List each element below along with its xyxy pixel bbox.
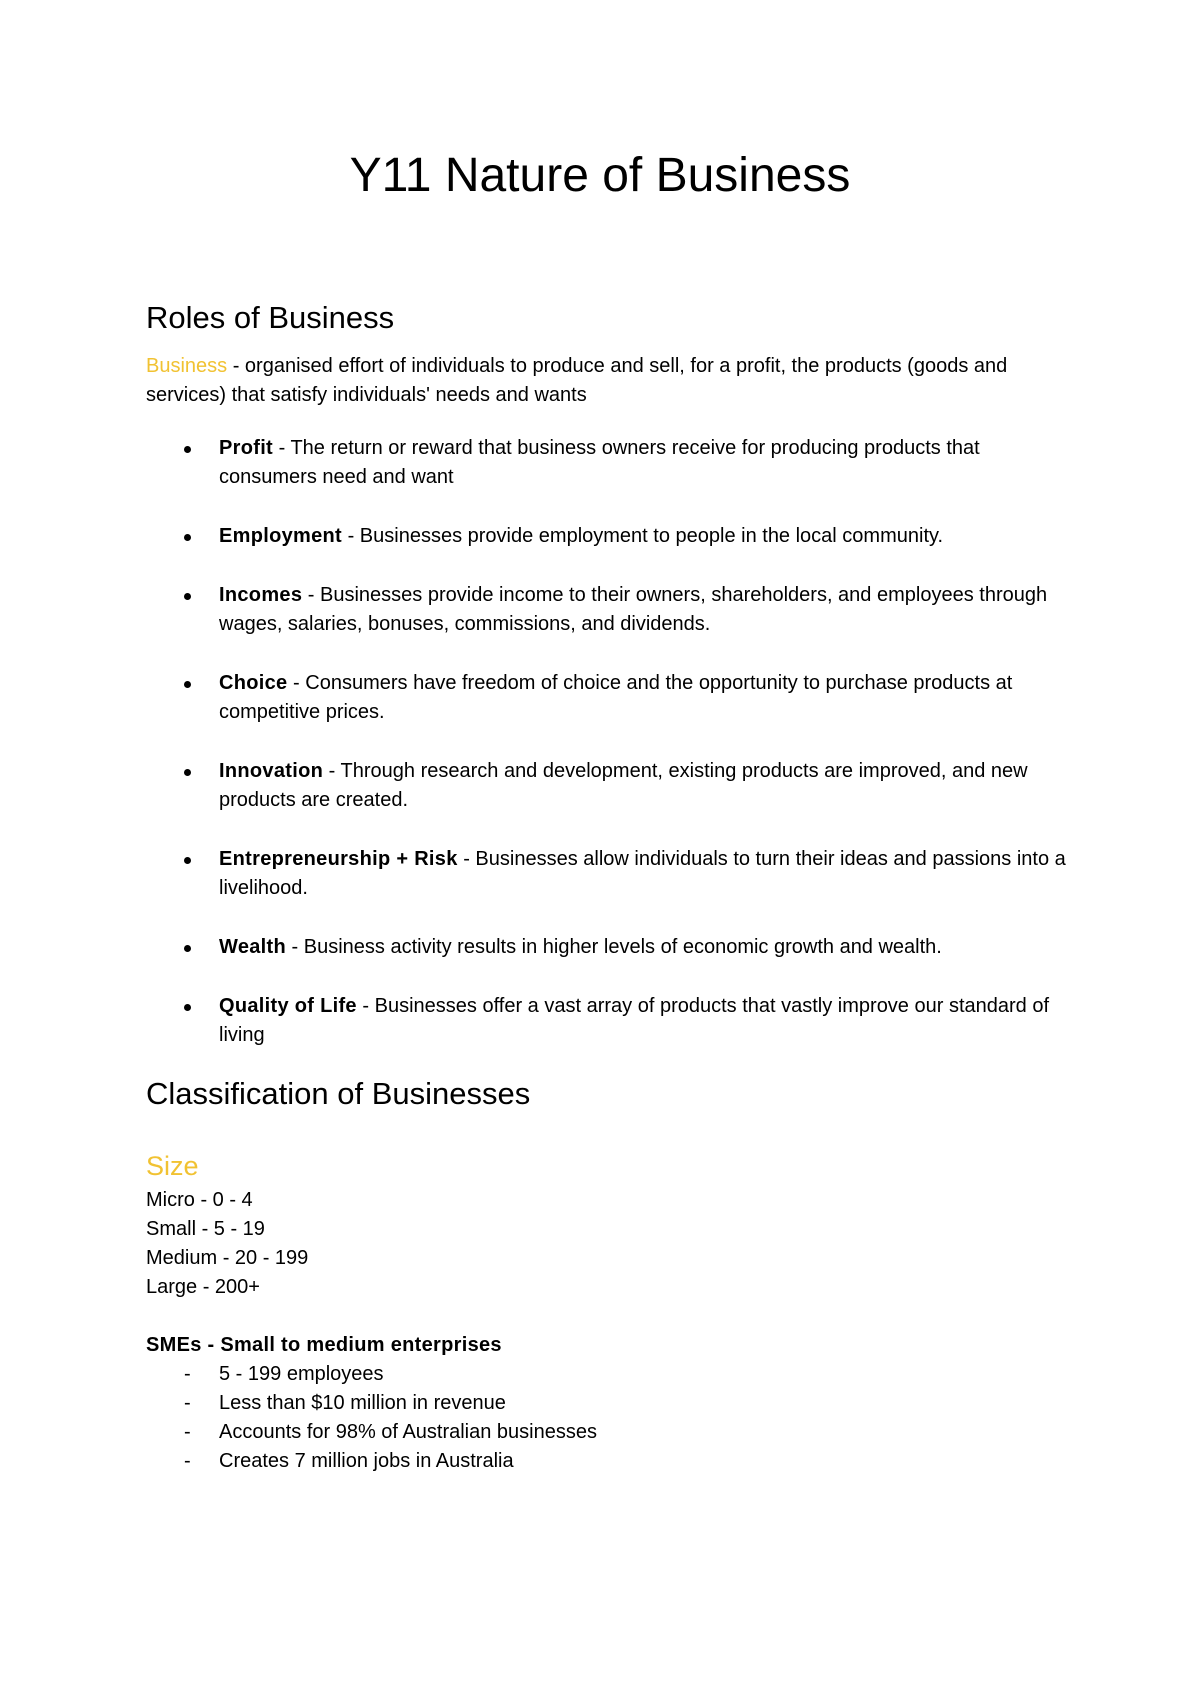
size-item: Small - 5 - 19 (146, 1218, 265, 1240)
list-item (146, 1418, 1066, 1447)
classification-section (146, 1074, 1066, 1476)
document-content (146, 298, 1066, 1476)
item-term: Profit (219, 437, 274, 459)
item-term: Quality of Life (219, 995, 357, 1017)
smes-list (146, 1360, 1066, 1476)
list-item (146, 1389, 1066, 1418)
item-text: - Businesses provide income to their owners, shareholders, and employees through wages, salaries, bonuses, commissions, and dividends. (219, 584, 1048, 635)
item-term: Incomes (219, 584, 303, 606)
roles-heading: Roles of Business (146, 300, 395, 335)
item-term: Entrepreneurship + Risk (219, 848, 458, 870)
bullet-icon (184, 857, 191, 864)
list-item (146, 933, 1066, 962)
bullet-icon (184, 534, 191, 541)
bullet-icon (184, 593, 191, 600)
item-text: - Business activity results in higher levels of economic growth and wealth. (286, 936, 942, 958)
smes-item-text: Accounts for 98% of Australian businesses (219, 1421, 597, 1443)
size-item: Large - 200+ (146, 1276, 260, 1298)
item-term: Choice (219, 672, 288, 694)
roles-list (146, 434, 1066, 1050)
list-item (146, 845, 1066, 903)
size-list (146, 1186, 1066, 1302)
list-item (146, 434, 1066, 492)
bullet-icon (184, 446, 191, 453)
business-definition (146, 352, 1066, 410)
size-item: Micro - 0 - 4 (146, 1189, 253, 1211)
item-text: - Businesses offer a vast array of products that vastly improve our standard of living (219, 995, 1050, 1046)
item-text: - Businesses allow individuals to turn their ideas and passions into a livelihood. (219, 848, 1066, 899)
roles-of-business-section (146, 298, 1066, 1050)
definition-term: Business (146, 355, 228, 377)
dash-marker: - (184, 1392, 191, 1414)
list-item (146, 669, 1066, 727)
list-item (146, 1447, 1066, 1476)
item-text: - Consumers have freedom of choice and the opportunity to purchase products at competitive prices. (219, 672, 1013, 723)
bullet-icon (184, 1004, 191, 1011)
item-term: Innovation (219, 760, 324, 782)
bullet-icon (184, 945, 191, 952)
list-item (146, 992, 1066, 1050)
smes-item-text: 5 - 199 employees (219, 1363, 384, 1385)
item-text: - The return or reward that business owners receive for producing products that consumers need and want (219, 437, 980, 488)
bullet-icon (184, 681, 191, 688)
dash-marker: - (184, 1421, 191, 1443)
list-item (146, 1360, 1066, 1389)
definition-text: - organised effort of individuals to produce and sell, for a profit, the products (goods and services) that satisfy individuals' needs and wants (146, 355, 1008, 406)
item-text: - Through research and development, existing products are improved, and new products are created. (219, 760, 1028, 811)
document-title: Y11 Nature of Business (349, 149, 851, 202)
list-item (146, 522, 1066, 551)
dash-marker: - (184, 1450, 191, 1472)
item-term: Employment (219, 525, 343, 547)
smes-item-text: Less than $10 million in revenue (219, 1392, 506, 1414)
smes-heading: SMEs - Small to medium enterprises (146, 1334, 502, 1356)
smes-item-text: Creates 7 million jobs in Australia (219, 1450, 514, 1472)
list-item (146, 581, 1066, 639)
bullet-icon (184, 769, 191, 776)
item-term: Wealth (219, 936, 286, 958)
classification-heading: Classification of Businesses (146, 1076, 531, 1111)
dash-marker: - (184, 1363, 191, 1385)
size-item: Medium - 20 - 199 (146, 1247, 309, 1269)
list-item (146, 757, 1066, 815)
item-text: - Businesses provide employment to people in the local community. (342, 525, 944, 547)
size-heading: Size (146, 1151, 199, 1181)
